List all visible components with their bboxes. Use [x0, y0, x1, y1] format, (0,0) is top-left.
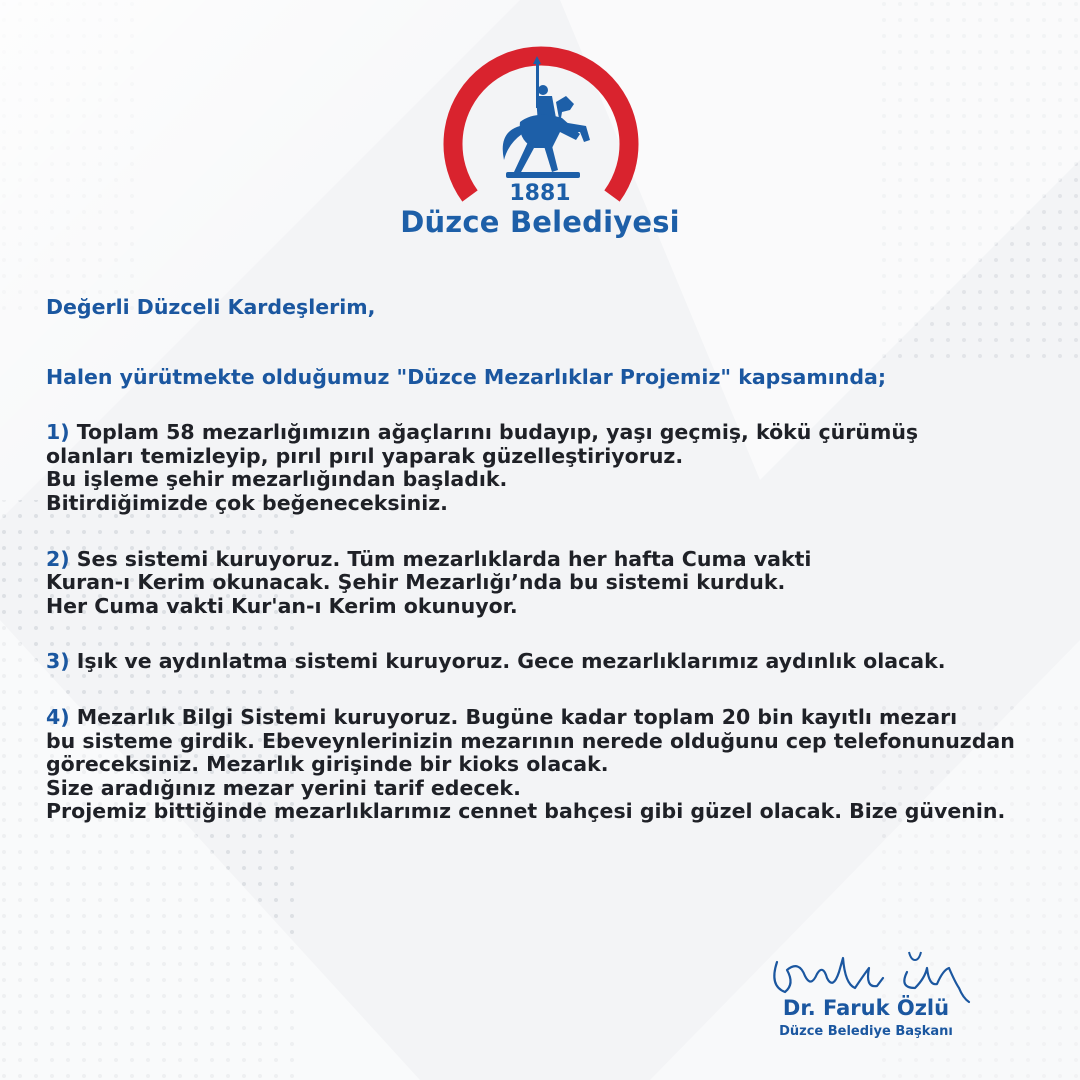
list-item-line: 3) Işık ve aydınlatma sistemi kuruyoruz. Gece mezarlıklarımız aydınlık olacak. — [46, 649, 946, 674]
list-item-2 — [46, 548, 1056, 619]
list-item-line: Bu işleme şehir mezarlığından başladık. — [46, 467, 508, 492]
item-number: 4) — [46, 704, 70, 729]
list-item-line: göreceksiniz. Mezarlık girişinde bir kioks olacak. — [46, 752, 609, 777]
list-item-line: Her Cuma vakti Kur'an-ı Kerim okunuyor. — [46, 593, 518, 618]
list-item-line: 2) Ses sistemi kuruyoruz. Tüm mezarlıklarda her hafta Cuma vakti — [46, 546, 812, 571]
horse-rider-emblem — [503, 56, 590, 178]
list-item-line: Bitirdiğimizde çok beğeneceksiniz. — [46, 490, 448, 515]
list-item-line: Size aradığınız mezar yerini tarif edecek. — [46, 775, 521, 800]
list-item-line: 1) Toplam 58 mezarlığımızın ağaçlarını budayıp, yaşı geçmiş, kökü çürümüş — [46, 420, 919, 445]
list-item-line: Kuran-ı Kerim okunacak. Şehir Mezarlığı’nda bu sistemi kurduk. — [46, 570, 786, 595]
list-item-line: Projemiz bittiğinde mezarlıklarımız cennet bahçesi gibi güzel olacak. Bize güvenin. — [46, 799, 1006, 824]
municipality-name: Düzce Belediyesi — [400, 205, 680, 239]
item-number: 1) — [46, 420, 70, 445]
list-item-4 — [46, 706, 1056, 824]
item-number: 2) — [46, 546, 70, 571]
list-item-1 — [46, 421, 1056, 515]
list-item-line: bu sisteme girdik. Ebeveynlerinizin mezarının nerede olduğunu cep telefonunuzdan — [46, 728, 1015, 753]
letter-body — [46, 296, 1056, 824]
list-item-line: 4) Mezarlık Bilgi Sistemi kuruyoruz. Bugüne kadar toplam 20 bin kayıtlı mezarı — [46, 704, 958, 729]
item-number: 3) — [46, 649, 70, 674]
logo-year: 1881 — [509, 181, 571, 206]
list-item-3 — [46, 650, 1056, 674]
signatory-title: Düzce Belediye Başkanı — [779, 1024, 953, 1039]
signatory-name: Dr. Faruk Özlü — [782, 996, 950, 1020]
intro-line: Halen yürütmekte olduğumuz "Düzce Mezarlıklar Projemiz" kapsamında; — [46, 364, 887, 389]
list-item-line: olanları temizleyip, pırıl pırıl yaparak güzelleştiriyoruz. — [46, 443, 684, 468]
greeting: Değerli Düzceli Kardeşlerim, — [46, 295, 376, 319]
